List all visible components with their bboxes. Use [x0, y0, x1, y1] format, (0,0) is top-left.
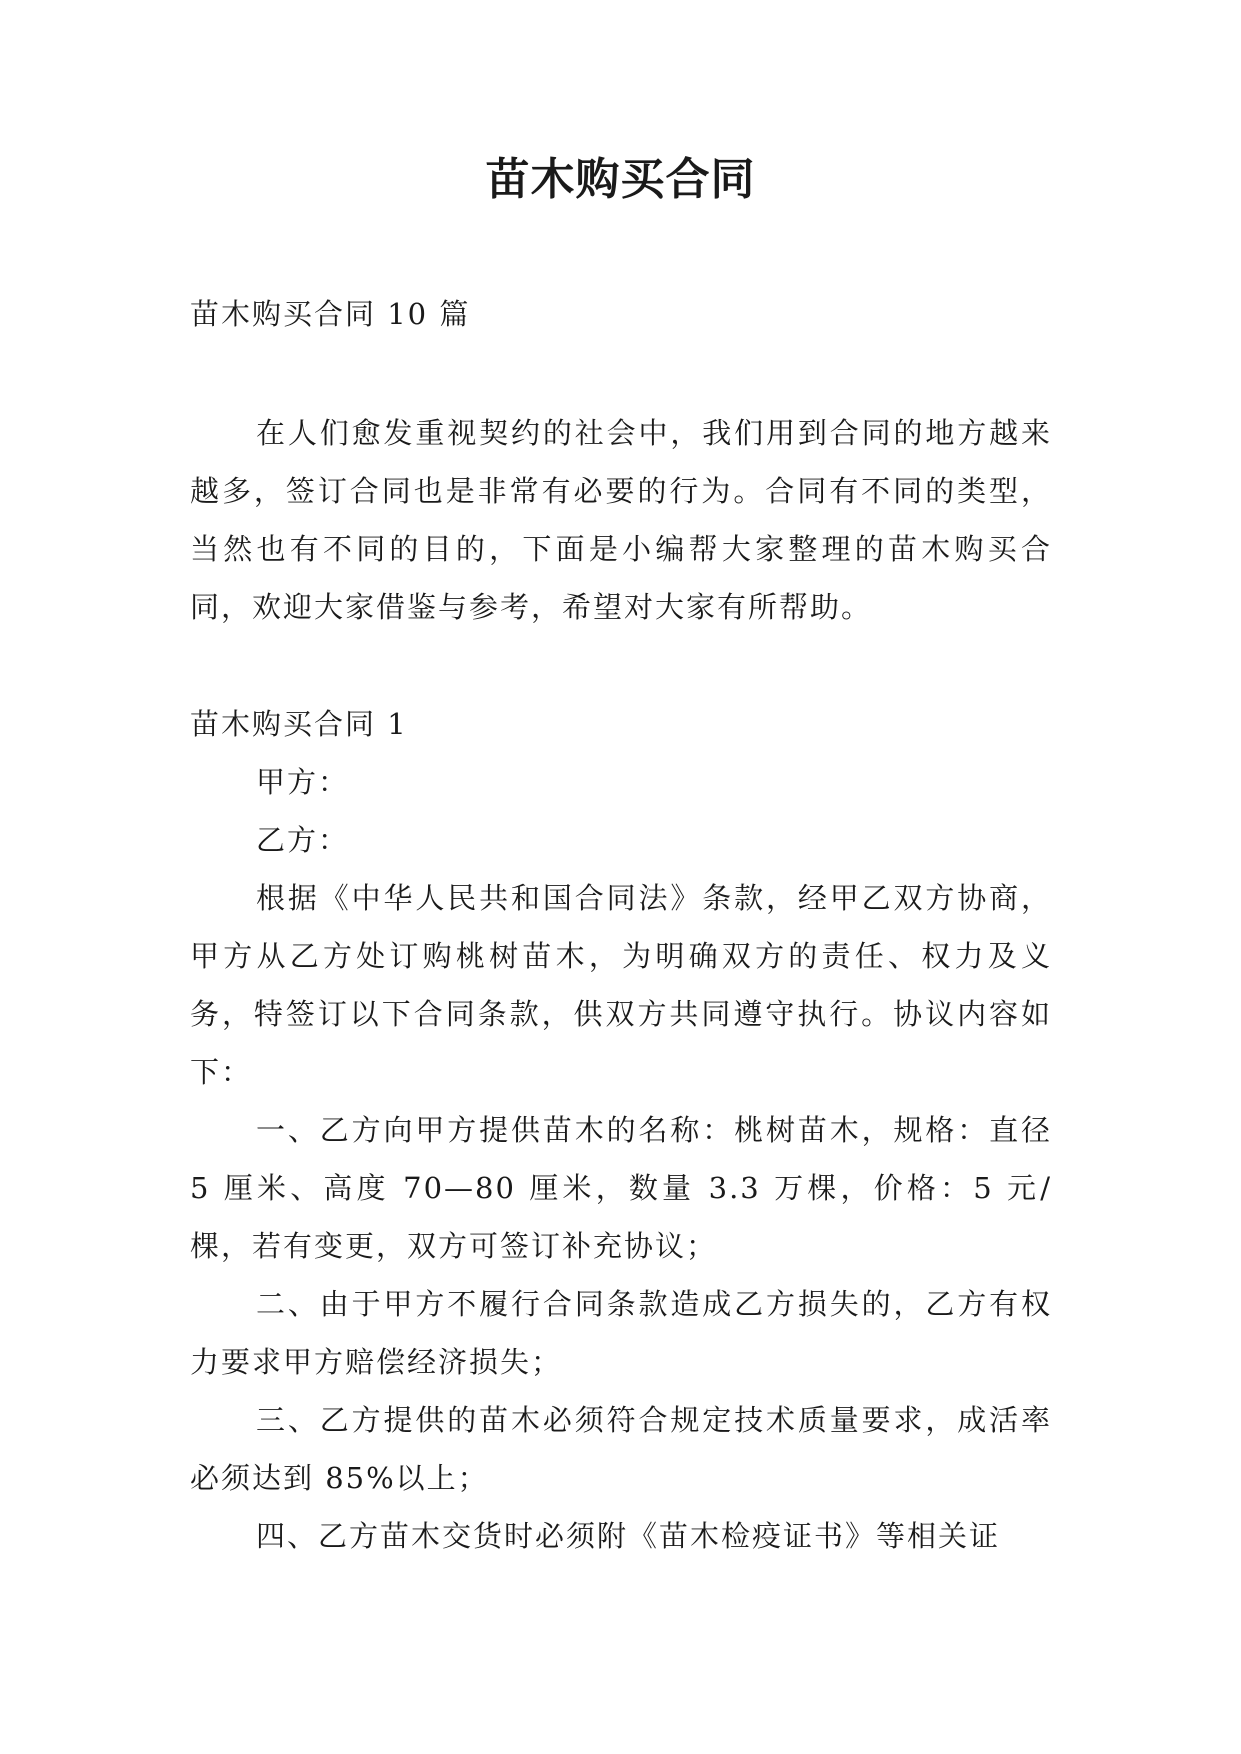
- clause-1: 一、乙方向甲方提供苗木的名称：桃树苗木，规格：直径 5 厘米、高度 70—80 厘米，数量 3.3 万棵，价格：5 元/棵，若有变更，双方可签订补充协议；: [190, 1113, 1052, 1263]
- clause-4: 四、乙方苗木交货时必须附《苗木检疫证书》等相关证: [256, 1519, 1001, 1553]
- clause-2: 二、由于甲方不履行合同条款造成乙方损失的，乙方有权力要求甲方赔偿经济损失；: [190, 1287, 1052, 1379]
- clause-3: 三、乙方提供的苗木必须符合规定技术质量要求，成活率必须达到 85%以上；: [190, 1403, 1052, 1495]
- party-a-line: 甲方：: [256, 765, 350, 799]
- document-subtitle: 苗木购买合同 10 篇: [190, 297, 471, 331]
- intro-paragraph: 在人们愈发重视契约的社会中，我们用到合同的地方越来越多，签订合同也是非常有必要的行为。合同有不同的类型，当然也有不同的目的，下面是小编帮大家整理的苗木购买合同，欢迎大家借鉴与参考，希望对大家有所帮助。: [190, 416, 1052, 624]
- section-heading: 苗木购买合同 1: [190, 707, 408, 741]
- document-title: 苗木购买合同: [485, 154, 756, 205]
- basis-paragraph: 根据《中华人民共和国合同法》条款，经甲乙双方协商，甲方从乙方处订购桃树苗木，为明确双方的责任、权力及义务，特签订以下合同条款，供双方共同遵守执行。协议内容如下：: [190, 881, 1052, 1089]
- party-b-line: 乙方：: [256, 823, 350, 857]
